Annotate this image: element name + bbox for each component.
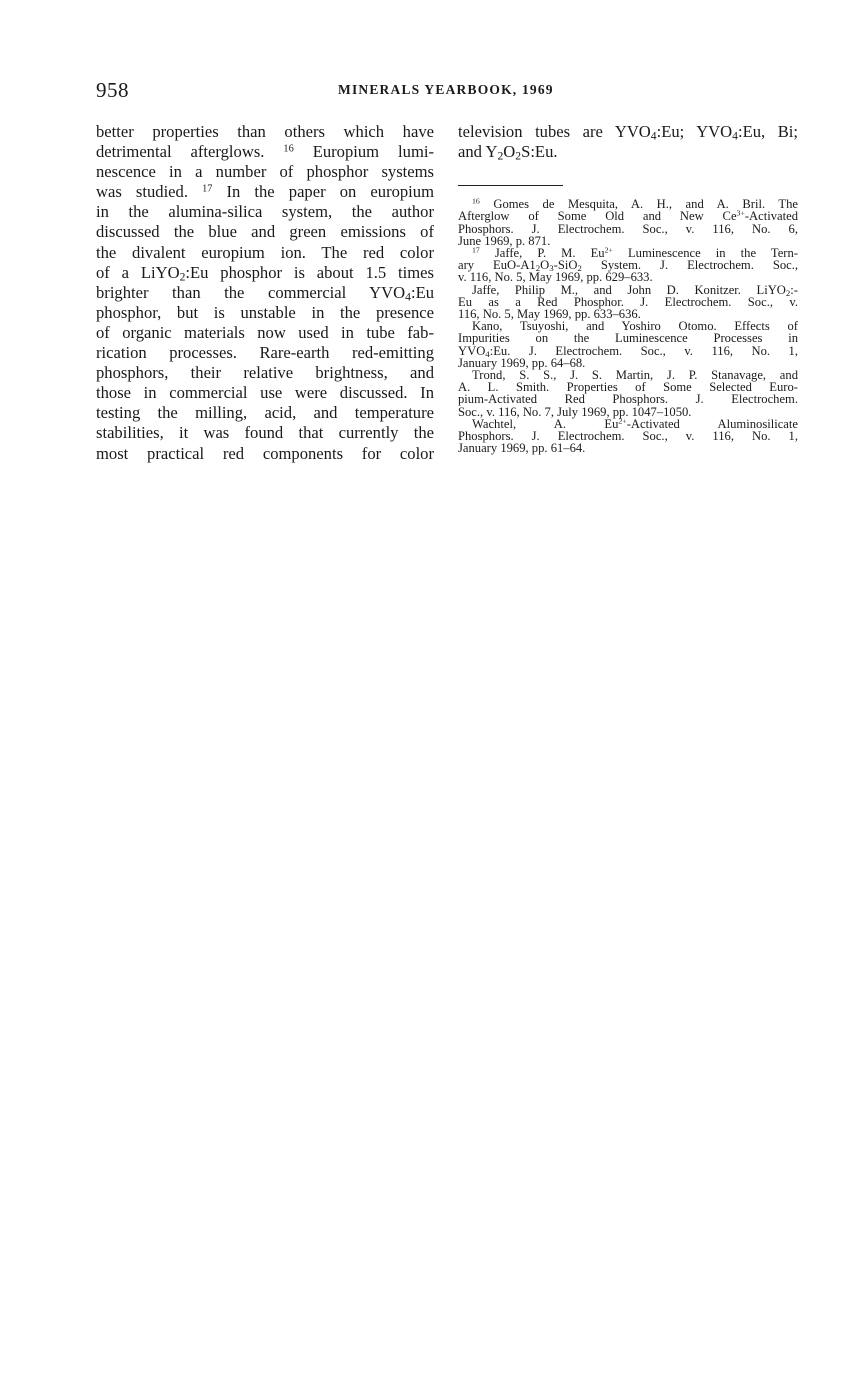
body-line: and $Y_2O_2S:Eu$. [458, 142, 558, 163]
body-line: better properties than others which have [96, 122, 434, 141]
footnote-divider [458, 185, 563, 186]
footnote-16: $^{16}$ Gomes de Mesquita, A. H., and A. Bril. The Afterglow of Some Old and New $Ce^{3+}$-Activated Phosphors. J. Electrochem. Soc., v. 116, No. 6, June 1969, p. 871. [458, 196, 798, 248]
footnotes [458, 198, 798, 454]
body-line: of organic materials now used in tube fab- [96, 322, 434, 342]
body-line: rication processes. Rare-earth red-emitting [96, 343, 434, 363]
body-text-right-column [458, 122, 798, 454]
body-line: the divalent europium ion. The red color [96, 242, 434, 262]
footnote-ref-17: 17 [202, 183, 213, 195]
body-line: television tubes are $YVO_4:Eu$; $YVO_4:Eu$, Bi; [458, 122, 798, 143]
body-line: discussed the blue and green emissions of [96, 222, 434, 242]
footnote-ref-16: 16 [283, 143, 294, 155]
body-line: nescence in a number of phosphor systems [96, 162, 434, 182]
running-head: MINERALS YEARBOOK, 1969 [338, 82, 554, 97]
footnote-trond: Trond, S. S., J. S. Martin, J. P. Stanavage, and A. L. Smith. Properties of Some Selected Euro- pium-Activated Red Phosphors. J. Electrochem. Soc., v. 116, No. 7, July 1969, pp. 1047–1050. [458, 368, 798, 419]
footnote-kano-otomo: Kano, Tsuyoshi, and Yoshiro Otomo. Effects of Impurities on the Luminescence Processes in $YVO_4:Eu$. J. Electrochem. Soc., v. 116, No. 1, January 1969, pp. 64–68. [458, 319, 798, 370]
body-line: in the alumina-silica system, the author [96, 202, 434, 222]
body-line: of a LiYO$_2$:Eu phosphor is about 1.5 times [96, 262, 434, 283]
body-line: was studied. $^{17}$ In the paper on europium [96, 182, 434, 202]
footnote-wachtel: Wachtel, A. $Eu^{2+}$-Activated Aluminosilicate Phosphors. J. Electrochem. Soc., v. 116, No. 1, January 1969, pp. 61–64. [458, 416, 798, 456]
footnote-jaffe-konitzer: Jaffe, Philip M., and John D. Konitzer. LiYO$_2$:- Eu as a Red Phosphor. J. Electrochem. Soc., v. 116, No. 5, May 1969, pp. 633–636. [458, 282, 798, 322]
page-number: 958 [96, 78, 129, 102]
body-line: most practical red components for color [96, 443, 434, 463]
body-line: those in commercial use were discussed. In [96, 383, 434, 403]
body-line: detrimental afterglows. $^{16}$ Europium lumi- [96, 142, 434, 162]
body-line: brighter than the commercial $YVO_4:Eu$ [96, 282, 434, 304]
body-line: phosphors, their relative brightness, and [96, 363, 434, 383]
body-line: phosphor, but is unstable in the presence [96, 302, 434, 322]
body-line: testing the milling, acid, and temperature [96, 403, 434, 423]
footnote-17: $^{17}$ Jaffe, P. M. $Eu^{2+}$ Luminescence in the Tern- ary EuO-$A1_2O_3-SiO_2$ System. J. Electrochem. Soc., v. 116, No. 5, May 1969, pp. 629–633. [458, 245, 799, 285]
body-line: stabilities, it was found that currently the [96, 423, 434, 443]
body-text-left-column [96, 122, 434, 464]
